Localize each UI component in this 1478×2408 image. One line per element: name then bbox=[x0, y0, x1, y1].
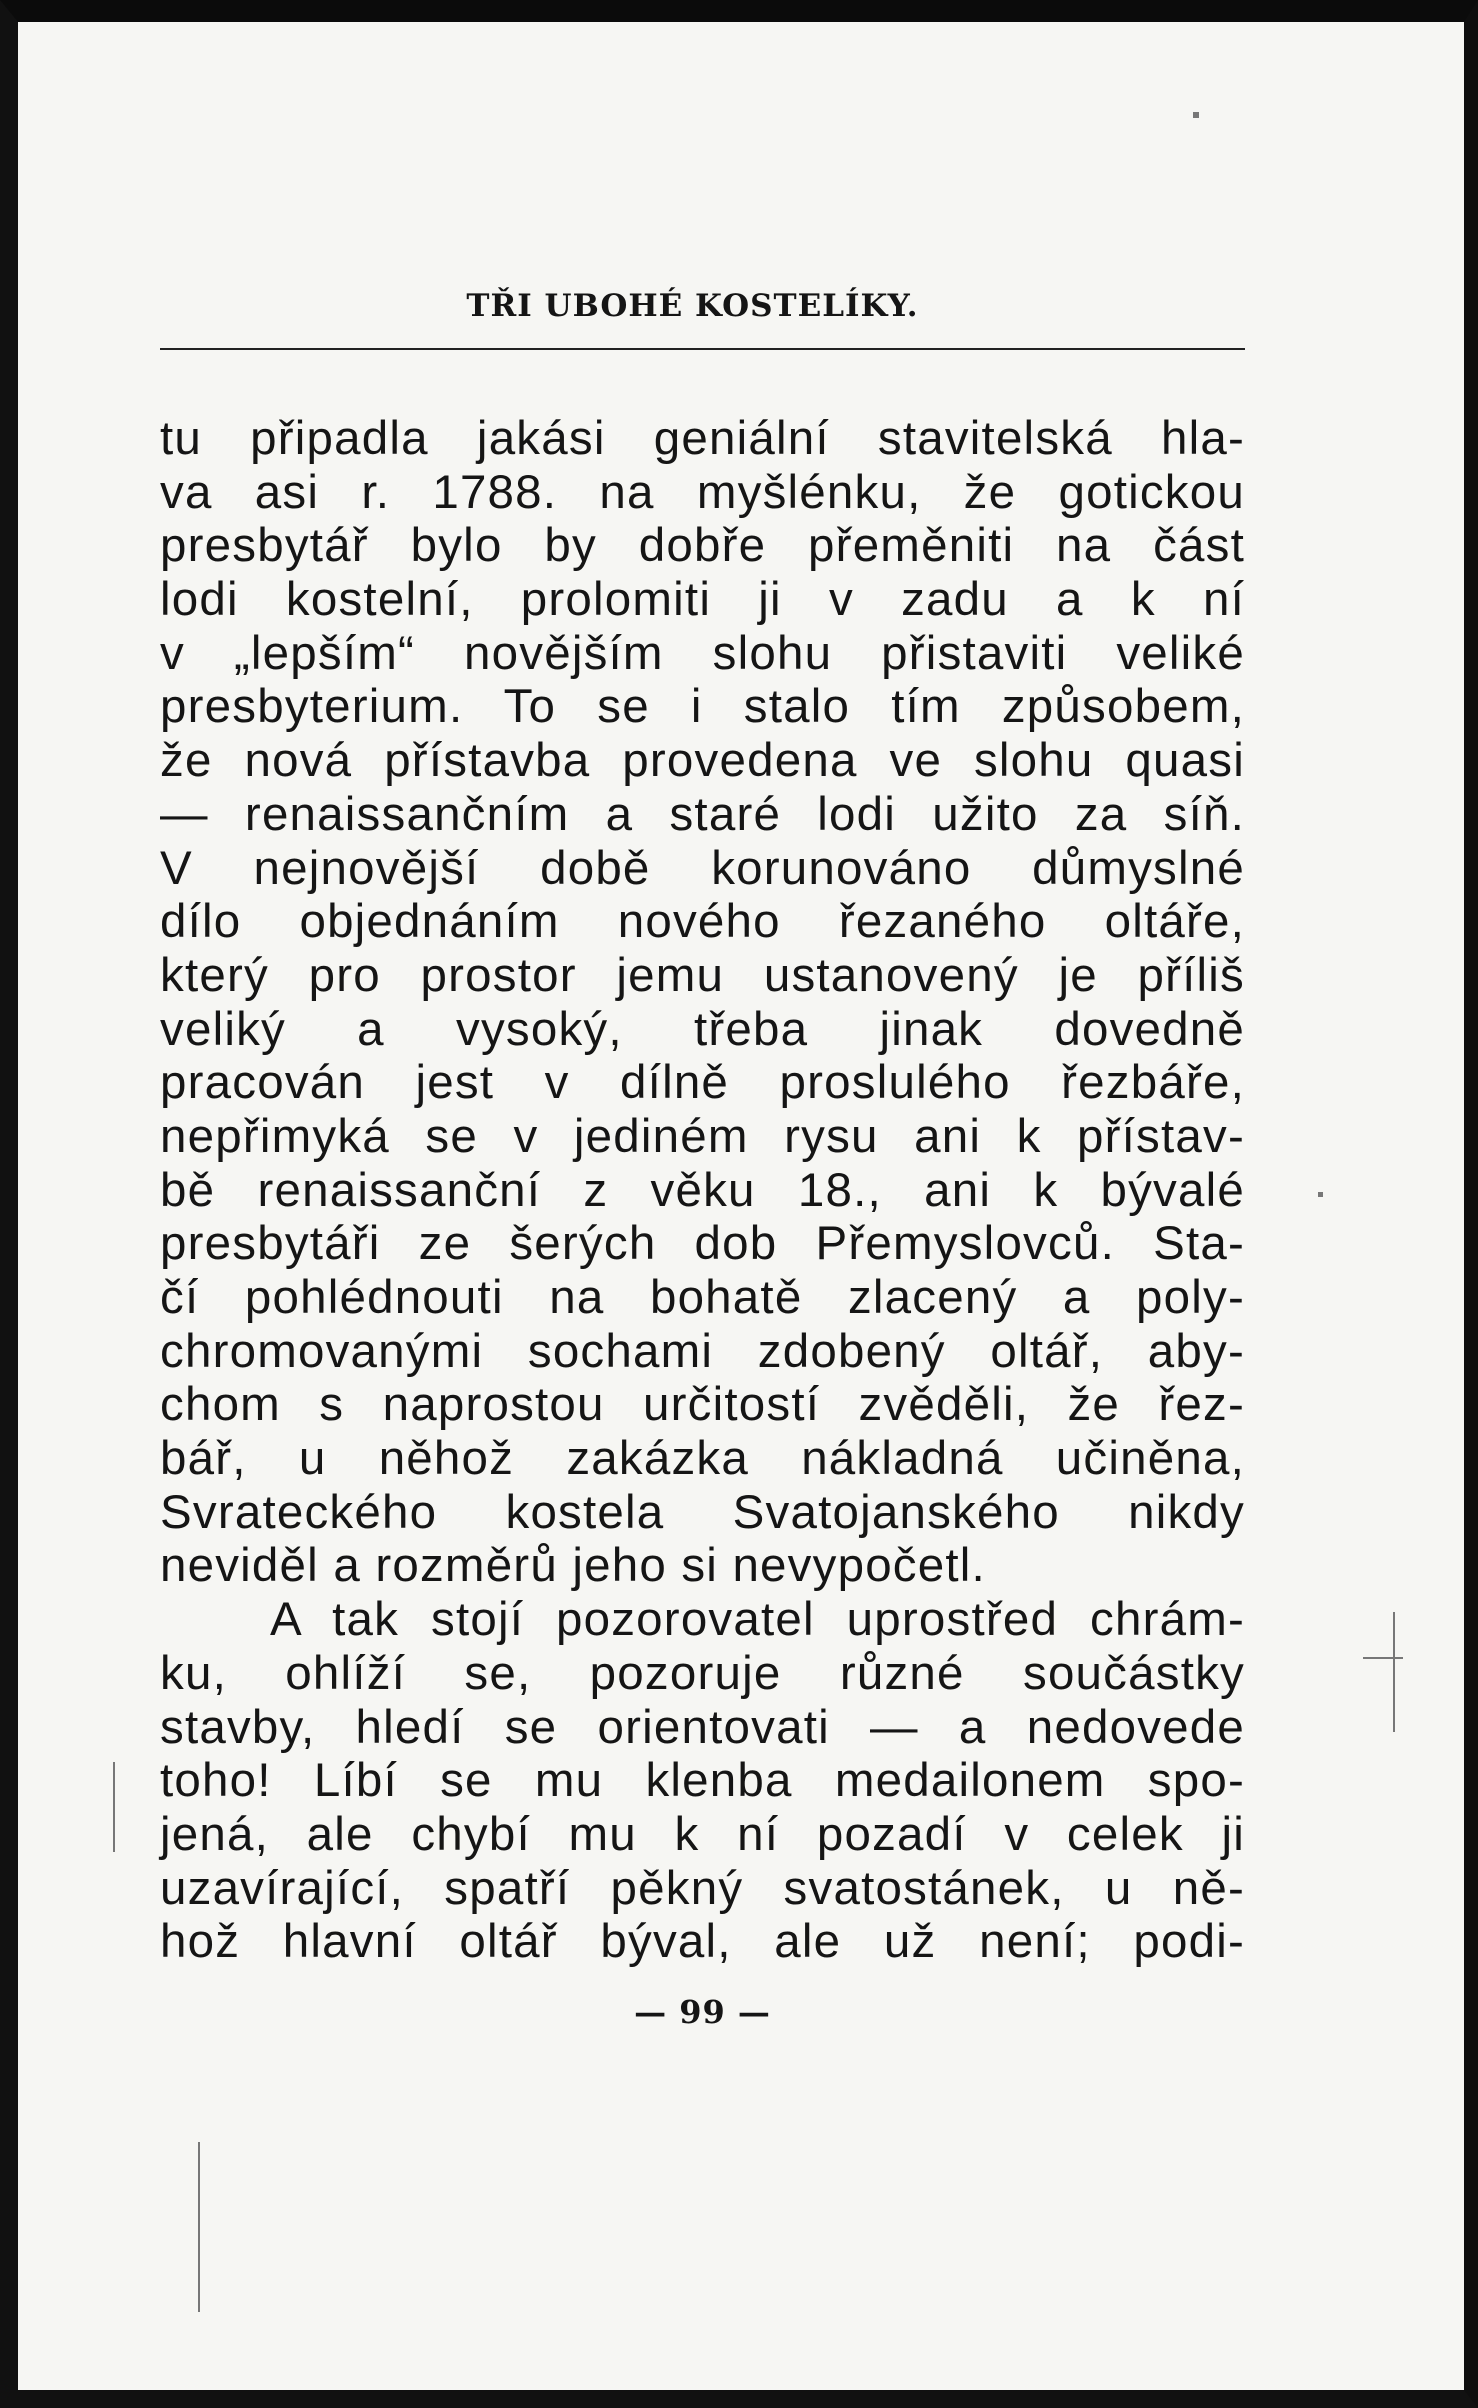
text-line: čí pohlédnouti na bohatě zlacený a poly- bbox=[160, 1271, 1245, 1324]
running-title: TŘI UBOHÉ KOSTELÍKY. bbox=[466, 288, 919, 324]
margin-pencil-stroke bbox=[198, 2142, 200, 2312]
text-line: hož hlavní oltář býval, ale už není; podi- bbox=[160, 1915, 1245, 1969]
text-line: bář, u něhož zakázka nákladná učiněna, bbox=[160, 1432, 1245, 1486]
text-line: veliký a vysoký, třeba jinak dovedně bbox=[160, 1002, 1245, 1056]
text-line: — renaissančním a staré lodi užito za síň. bbox=[160, 787, 1245, 841]
text-line: lodi kostelní, prolomiti ji v zadu a k ní bbox=[160, 573, 1245, 627]
scan-speck bbox=[1318, 1192, 1323, 1197]
header-rule bbox=[160, 348, 1245, 350]
paragraph-first-line: A tak stojí pozorovatel uprostřed chrám- bbox=[270, 1593, 1245, 1647]
text-line: v „lepším“ novějším slohu přistaviti veliké bbox=[160, 626, 1245, 680]
paragraph-last-line: neviděl a rozměrů jeho si nevypočetl. bbox=[160, 1539, 986, 1593]
text-line: že nová přístavba provedena ve slohu quasi bbox=[160, 734, 1245, 788]
text-line: chromovanými sochami zdobený oltář, aby- bbox=[160, 1324, 1245, 1378]
text-line: Svrateckého kostela Svatojanského nikdy bbox=[160, 1485, 1245, 1539]
page-number: — 99 — bbox=[634, 1992, 771, 2031]
scan-speck bbox=[1193, 112, 1199, 118]
body-text bbox=[140, 412, 1245, 1969]
text-line: chom s naprostou určitostí zvěděli, že řez- bbox=[160, 1378, 1245, 1432]
text-line: pracován jest v dílně proslulého řezbáře, bbox=[160, 1056, 1245, 1110]
text-line: nepřimyká se v jediném rysu ani k přístav- bbox=[160, 1109, 1245, 1163]
text-line: V nejnovější době korunováno důmyslné bbox=[160, 841, 1245, 895]
text-line: tu připadla jakási geniální stavitelská hla- bbox=[160, 412, 1245, 465]
text-line: stavby, hledí se orientovati — a nedovede bbox=[160, 1700, 1245, 1754]
text-line: dílo objednáním nového řezaného oltáře, bbox=[160, 895, 1245, 949]
text-line: presbytáři ze šerých dob Přemyslovců. Sta- bbox=[160, 1217, 1245, 1271]
text-line: ku, ohlíží se, pozoruje různé součástky bbox=[160, 1646, 1245, 1700]
text-line: presbyterium. To se i stalo tím způsobem, bbox=[160, 680, 1245, 734]
book-page bbox=[140, 250, 1245, 2031]
text-line: va asi r. 1788. na myšlénku, že gotickou bbox=[160, 465, 1245, 519]
text-line: toho! Líbí se mu klenba medailonem spo- bbox=[160, 1754, 1245, 1808]
text-line: bě renaissanční z věku 18., ani k bývalé bbox=[160, 1163, 1245, 1217]
margin-pencil-stroke bbox=[113, 1762, 115, 1852]
text-line: jená, ale chybí mu k ní pozadí v celek ji bbox=[160, 1807, 1245, 1861]
text-line: presbytář bylo by dobře přeměniti na část bbox=[160, 519, 1245, 573]
text-line: který pro prostor jemu ustanovený je příliš bbox=[160, 948, 1245, 1002]
margin-pencil-stroke bbox=[1393, 1612, 1395, 1732]
margin-pencil-stroke bbox=[1363, 1657, 1403, 1659]
text-line: uzavírající, spatří pěkný svatostánek, u ně- bbox=[160, 1861, 1245, 1915]
